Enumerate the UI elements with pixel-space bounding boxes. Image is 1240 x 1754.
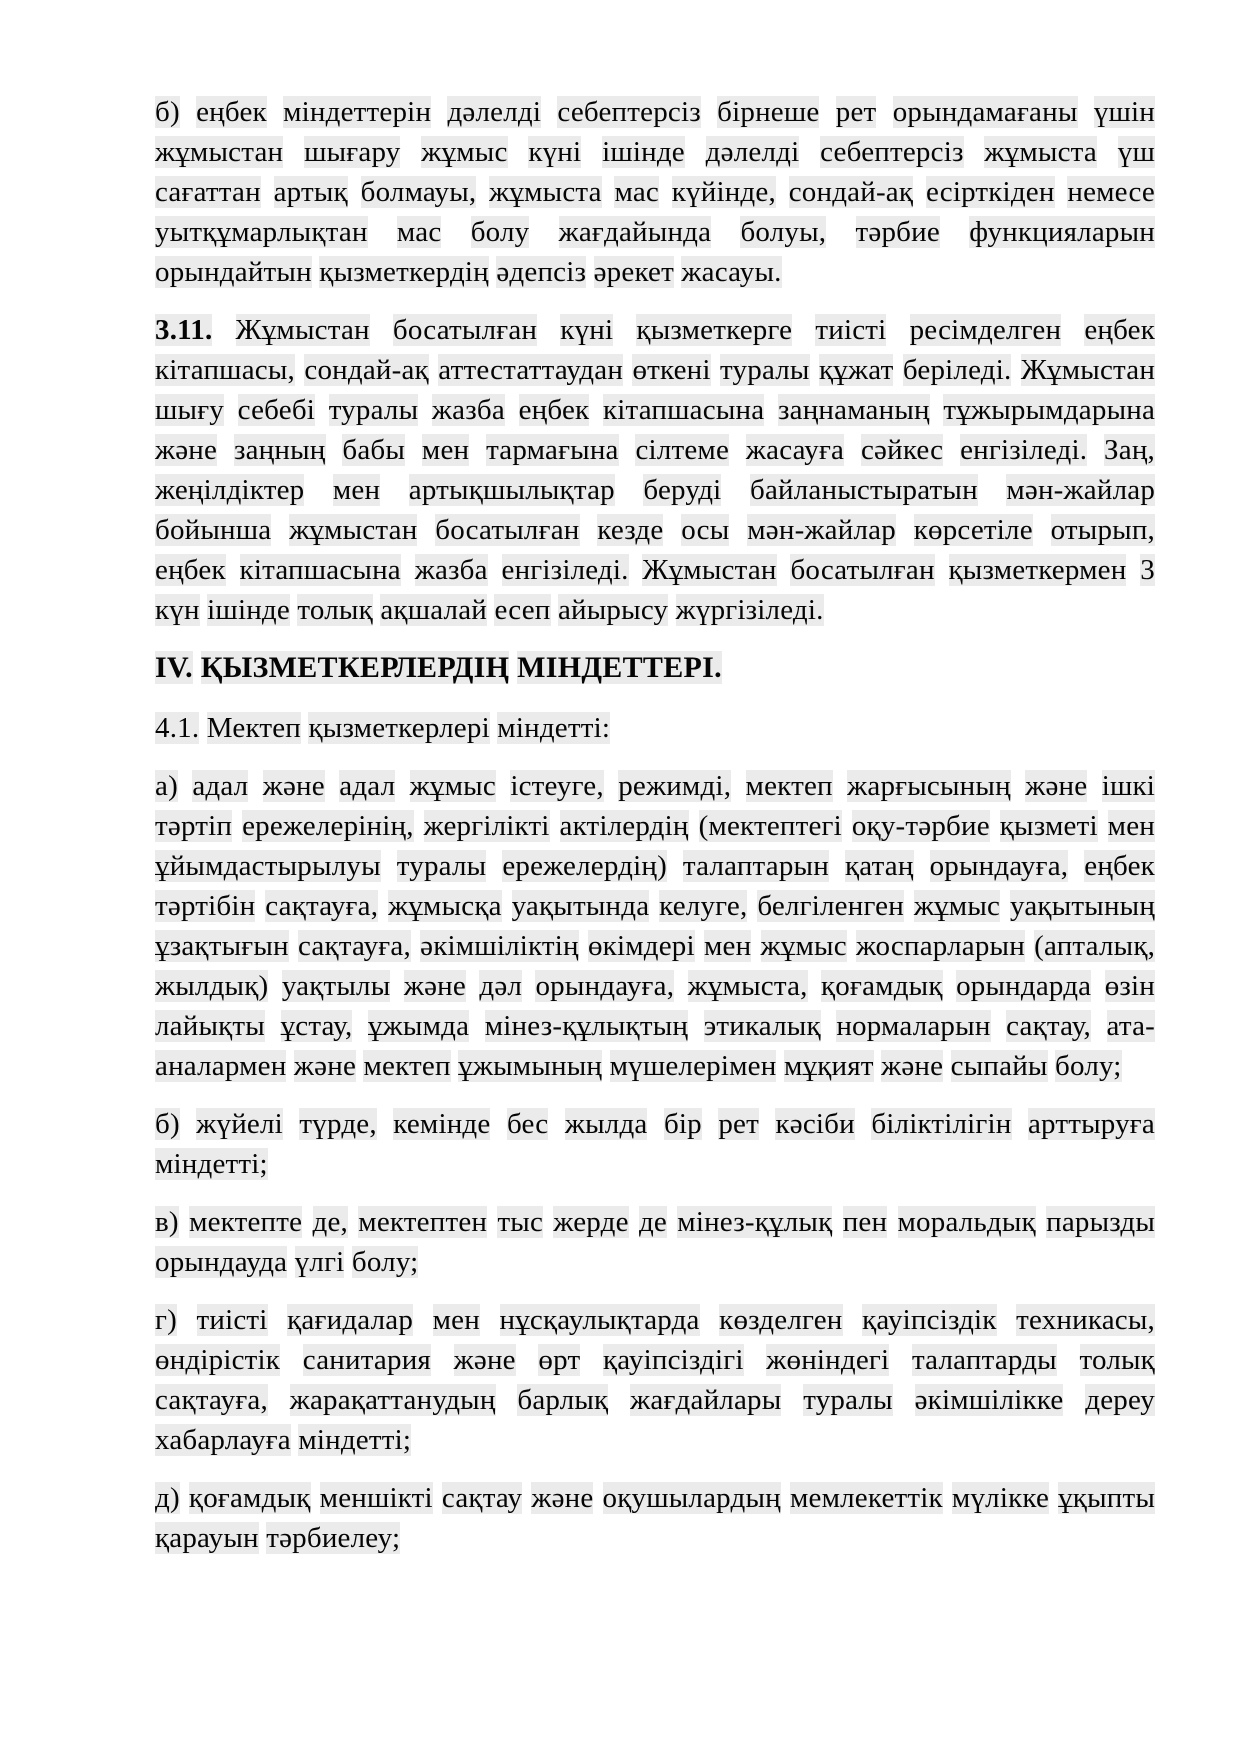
list-item-g-text: г) тиісті қағидалар мен нұсқаулықтарда көзделген қауіпсіздік техникасы, өндірістік санитария және өрт қауіпсіздігі жөніндегі талаптарды толық сақтауға, жарақаттанудың барлық жағдайлары туралы әкімшілікке дереу хабарлауға міндетті;	[155, 1304, 1156, 1456]
list-item-a	[155, 766, 1155, 1086]
list-item-b	[155, 1104, 1155, 1184]
paragraph-b-dismissal-grounds	[155, 92, 1155, 292]
paragraph-3-11	[155, 310, 1155, 630]
paragraph-4-1-text: 4.1. Мектеп қызметкерлері міндетті:	[155, 712, 611, 744]
list-item-a-text: а) адал және адал жұмыс істеуге, режимді, мектеп жарғысының және ішкі тәртіп ережелерінің, жергілікті актілердің (мектептегі оқу-тәрбие қызметі мен ұйымдастырылуы туралы ережелердің) талаптарын қатаң орындауға, еңбек тәртібін сақтауға, жұмысқа уақытында келуге, белгіленген жұмыс уақытының ұзақтығын сақтауға, әкімшіліктің өкімдері мен жұмыс жоспарларын (апталық, жылдық) уақтылы және дәл орындауға, жұмыста, қоғамдық орындарда өзін лайықты ұстау, ұжымда мінез-құлықтың этикалық нормаларын сақтау, ата-аналармен және мектеп ұжымының мүшелерімен мұқият және сыпайы болу;	[155, 770, 1156, 1082]
list-item-g	[155, 1300, 1155, 1460]
paragraph-3-11-number: 3.11.	[155, 314, 213, 346]
list-item-d	[155, 1478, 1155, 1558]
list-item-v	[155, 1202, 1155, 1282]
paragraph-4-1-intro	[155, 708, 1155, 748]
list-item-d-text: д) қоғамдық меншікті сақтау және оқушылардың мемлекеттік мүлікке ұқыпты қарауын тәрбиелеу;	[155, 1482, 1156, 1554]
paragraph-b-dismissal-grounds-text: б) еңбек міндеттерін дәлелді себептерсіз бірнеше рет орындамағаны үшін жұмыстан шығару жұмыс күні ішінде дәлелді себептерсіз жұмыста үш сағаттан артық болмауы, жұмыста мас күйінде, сондай-ақ есірткіден немесе уытқұмарлықтан мас болу жағдайында болуы, тәрбие функцияларын орындайтын қызметкердің әдепсіз әрекет жасауы.	[155, 96, 1156, 288]
list-item-b-text: б) жүйелі түрде, кемінде бес жылда бір рет кәсіби біліктілігін арттыруға міндетті;	[155, 1108, 1155, 1180]
list-item-v-text: в) мектепте де, мектептен тыс жерде де мінез-құлық пен моральдық парызды орындауда үлгі болу;	[155, 1206, 1156, 1278]
section-heading-iv-employee-duties	[155, 648, 1155, 688]
paragraph-3-11-text: Жұмыстан босатылған күні қызметкерге тиісті ресімделген еңбек кітапшасы, сондай-ақ аттестаттаудан өткені туралы құжат беріледі. Жұмыстан шығу себебі туралы жазба еңбек кітапшасына заңнаманың тұжырымдарына және заңның бабы мен тармағына сілтеме жасауға сәйкес енгізіледі. Заң, жеңілдіктер мен артықшылықтар беруді байланыстыратын мән-жайлар бойынша жұмыстан босатылған кезде осы мән-жайлар көрсетіле отырып, еңбек кітапшасына жазба енгізіледі. Жұмыстан босатылған қызметкермен 3 күн ішінде толық ақшалай есеп айырысу жүргізіледі.	[155, 314, 1156, 626]
section-heading-iv-text: IV. ҚЫЗМЕТКЕРЛЕРДІҢ МІНДЕТТЕРІ.	[155, 651, 722, 684]
